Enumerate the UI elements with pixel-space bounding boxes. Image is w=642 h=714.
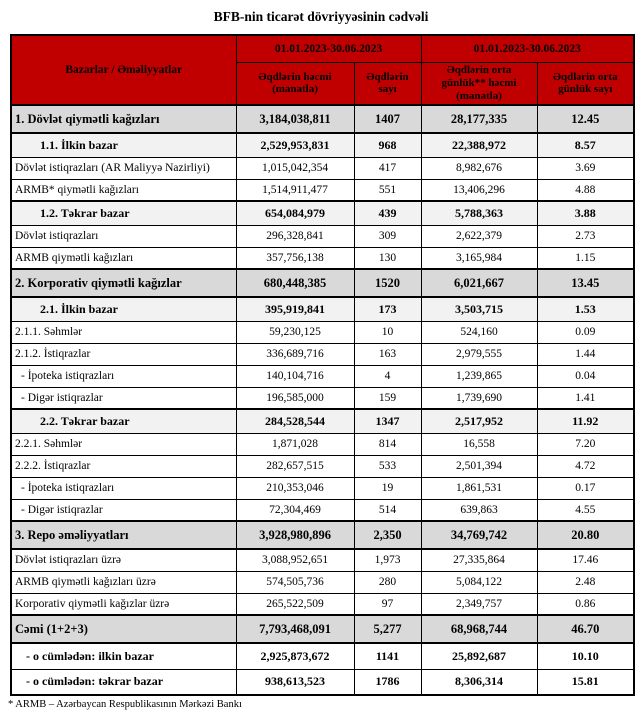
table-row bbox=[11, 615, 634, 643]
row-label: Dövlət istiqrazları üzrə bbox=[11, 549, 236, 571]
column-header-markets-operations: Bazarlar / Əməliyyatlar bbox=[11, 35, 236, 105]
row-value: 210,353,046 bbox=[236, 477, 354, 499]
row-value: 1,015,042,354 bbox=[236, 157, 354, 179]
row-value: 1407 bbox=[354, 105, 421, 133]
table-row bbox=[11, 247, 634, 269]
row-label: 1.1. İlkin bazar bbox=[11, 133, 236, 157]
table-row bbox=[11, 477, 634, 499]
row-value: 1.41 bbox=[537, 387, 634, 409]
row-label: - İpoteka istiqrazları bbox=[11, 477, 236, 499]
footnote-armb: * ARMB – Azərbaycan Respublikasının Mərkəzi Bankı bbox=[8, 699, 242, 710]
row-value: 6,021,667 bbox=[421, 269, 537, 297]
row-value: 72,304,469 bbox=[236, 499, 354, 521]
row-value: 1,973 bbox=[354, 549, 421, 571]
row-value: 2,622,379 bbox=[421, 225, 537, 247]
row-value: 12.45 bbox=[537, 105, 634, 133]
row-value: 8,982,676 bbox=[421, 157, 537, 179]
row-value: 1347 bbox=[354, 409, 421, 433]
row-value: 439 bbox=[354, 201, 421, 225]
row-label: 2.1.1. Səhmlər bbox=[11, 321, 236, 343]
row-value: 296,328,841 bbox=[236, 225, 354, 247]
table-row bbox=[11, 549, 634, 571]
row-value: 0.09 bbox=[537, 321, 634, 343]
row-value: 357,756,138 bbox=[236, 247, 354, 269]
row-label: 2.1. İlkin bazar bbox=[11, 297, 236, 321]
row-value: 1141 bbox=[354, 643, 421, 669]
row-value: 2,349,757 bbox=[421, 593, 537, 615]
row-value: 1,239,865 bbox=[421, 365, 537, 387]
row-value: 130 bbox=[354, 247, 421, 269]
row-value: 2,529,953,831 bbox=[236, 133, 354, 157]
row-value: 5,084,122 bbox=[421, 571, 537, 593]
page-title: BFB-nin ticarət dövriyyəsinin cədvəli bbox=[213, 9, 429, 24]
row-value: 34,769,742 bbox=[421, 521, 537, 549]
row-label: - o cümlədən: təkrar bazar bbox=[11, 669, 236, 695]
row-value: 265,522,509 bbox=[236, 593, 354, 615]
table-body bbox=[11, 105, 634, 695]
row-value: 4.55 bbox=[537, 499, 634, 521]
table-row bbox=[11, 105, 634, 133]
row-label: 2.2. Təkrar bazar bbox=[11, 409, 236, 433]
row-value: 280 bbox=[354, 571, 421, 593]
row-value: 1.53 bbox=[537, 297, 634, 321]
row-label: 1.2. Təkrar bazar bbox=[11, 201, 236, 225]
column-header-avg-daily-count: Əqdlərin orta günlük sayı bbox=[537, 62, 634, 105]
period-header-left: 01.01.2023-30.06.2023 bbox=[236, 35, 421, 62]
row-value: 2.73 bbox=[537, 225, 634, 247]
table-row bbox=[11, 365, 634, 387]
row-label: 1. Dövlət qiymətli kağızları bbox=[11, 105, 236, 133]
row-value: 5,277 bbox=[354, 615, 421, 643]
row-value: 10 bbox=[354, 321, 421, 343]
row-value: 163 bbox=[354, 343, 421, 365]
row-value: 1520 bbox=[354, 269, 421, 297]
row-value: 140,104,716 bbox=[236, 365, 354, 387]
row-value: 0.04 bbox=[537, 365, 634, 387]
table-row bbox=[11, 201, 634, 225]
row-value: 336,689,716 bbox=[236, 343, 354, 365]
column-header-avg-daily-volume: Əqdlərin orta günlük** həcmi (manatla) bbox=[421, 62, 537, 105]
row-value: 19 bbox=[354, 477, 421, 499]
row-value: 4 bbox=[354, 365, 421, 387]
table-row bbox=[11, 669, 634, 695]
period-header-right: 01.01.2023-30.06.2023 bbox=[421, 35, 634, 62]
row-value: 7.20 bbox=[537, 433, 634, 455]
row-value: 68,968,744 bbox=[421, 615, 537, 643]
row-label: 2.2.1. Səhmlər bbox=[11, 433, 236, 455]
row-label: Cəmi (1+2+3) bbox=[11, 615, 236, 643]
row-value: 551 bbox=[354, 179, 421, 201]
row-value: 2,350 bbox=[354, 521, 421, 549]
row-value: 97 bbox=[354, 593, 421, 615]
row-value: 46.70 bbox=[537, 615, 634, 643]
row-value: 4.72 bbox=[537, 455, 634, 477]
row-value: 13,406,296 bbox=[421, 179, 537, 201]
trade-turnover-table bbox=[10, 34, 635, 696]
table-row bbox=[11, 643, 634, 669]
row-label: 2.1.2. İstiqrazlar bbox=[11, 343, 236, 365]
row-value: 1.15 bbox=[537, 247, 634, 269]
row-value: 28,177,335 bbox=[421, 105, 537, 133]
row-value: 5,788,363 bbox=[421, 201, 537, 225]
row-value: 196,585,000 bbox=[236, 387, 354, 409]
row-value: 1786 bbox=[354, 669, 421, 695]
row-value: 17.46 bbox=[537, 549, 634, 571]
row-value: 27,335,864 bbox=[421, 549, 537, 571]
row-label: - Digər istiqrazlar bbox=[11, 387, 236, 409]
row-value: 1.44 bbox=[537, 343, 634, 365]
row-value: 2,517,952 bbox=[421, 409, 537, 433]
row-value: 1,739,690 bbox=[421, 387, 537, 409]
row-value: 11.92 bbox=[537, 409, 634, 433]
row-value: 10.10 bbox=[537, 643, 634, 669]
row-value: 3.88 bbox=[537, 201, 634, 225]
row-label: 2.2.2. İstiqrazlar bbox=[11, 455, 236, 477]
row-label: Dövlət istiqrazları (AR Maliyyə Nazirliyi) bbox=[11, 157, 236, 179]
table-row bbox=[11, 433, 634, 455]
table-header bbox=[11, 35, 634, 105]
row-label: Korporativ qiymətli kağızlar üzrə bbox=[11, 593, 236, 615]
row-value: 395,919,841 bbox=[236, 297, 354, 321]
row-value: 22,388,972 bbox=[421, 133, 537, 157]
row-value: 13.45 bbox=[537, 269, 634, 297]
row-value: 3,088,952,651 bbox=[236, 549, 354, 571]
row-value: 814 bbox=[354, 433, 421, 455]
row-label: - Digər istiqrazlar bbox=[11, 499, 236, 521]
row-value: 1,871,028 bbox=[236, 433, 354, 455]
row-value: 8,306,314 bbox=[421, 669, 537, 695]
table-row bbox=[11, 521, 634, 549]
header-row-period bbox=[11, 35, 634, 62]
row-value: 59,230,125 bbox=[236, 321, 354, 343]
row-value: 282,657,515 bbox=[236, 455, 354, 477]
row-value: 173 bbox=[354, 297, 421, 321]
row-value: 2.48 bbox=[537, 571, 634, 593]
row-label: 3. Repo əməliyyatları bbox=[11, 521, 236, 549]
row-value: 2,979,555 bbox=[421, 343, 537, 365]
row-value: 25,892,687 bbox=[421, 643, 537, 669]
row-label: 2. Korporativ qiymətli kağızlar bbox=[11, 269, 236, 297]
row-value: 968 bbox=[354, 133, 421, 157]
row-value: 2,925,873,672 bbox=[236, 643, 354, 669]
row-value: 0.86 bbox=[537, 593, 634, 615]
row-label: - o cümlədən: ilkin bazar bbox=[11, 643, 236, 669]
row-value: 20.80 bbox=[537, 521, 634, 549]
row-value: 309 bbox=[354, 225, 421, 247]
row-value: 1,861,531 bbox=[421, 477, 537, 499]
table-row bbox=[11, 455, 634, 477]
row-value: 533 bbox=[354, 455, 421, 477]
table-row bbox=[11, 499, 634, 521]
table-row bbox=[11, 409, 634, 433]
row-value: 8.57 bbox=[537, 133, 634, 157]
row-value: 514 bbox=[354, 499, 421, 521]
row-value: 639,863 bbox=[421, 499, 537, 521]
row-value: 417 bbox=[354, 157, 421, 179]
table-row bbox=[11, 269, 634, 297]
table-row bbox=[11, 593, 634, 615]
row-value: 15.81 bbox=[537, 669, 634, 695]
row-value: 680,448,385 bbox=[236, 269, 354, 297]
row-value: 3,184,038,811 bbox=[236, 105, 354, 133]
table-row bbox=[11, 387, 634, 409]
row-value: 284,528,544 bbox=[236, 409, 354, 433]
table-row bbox=[11, 343, 634, 365]
table-row bbox=[11, 157, 634, 179]
row-value: 3,165,984 bbox=[421, 247, 537, 269]
row-value: 654,084,979 bbox=[236, 201, 354, 225]
row-value: 3,503,715 bbox=[421, 297, 537, 321]
row-label: ARMB qiymətli kağızları üzrə bbox=[11, 571, 236, 593]
row-value: 16,558 bbox=[421, 433, 537, 455]
row-value: 1,514,911,477 bbox=[236, 179, 354, 201]
row-label: ARMB qiymətli kağızları bbox=[11, 247, 236, 269]
table-row bbox=[11, 225, 634, 247]
row-label: ARMB* qiymətli kağızları bbox=[11, 179, 236, 201]
row-value: 3.69 bbox=[537, 157, 634, 179]
row-value: 524,160 bbox=[421, 321, 537, 343]
table-row bbox=[11, 571, 634, 593]
row-value: 159 bbox=[354, 387, 421, 409]
row-value: 0.17 bbox=[537, 477, 634, 499]
row-label: Dövlət istiqrazları bbox=[11, 225, 236, 247]
table-row bbox=[11, 179, 634, 201]
row-value: 7,793,468,091 bbox=[236, 615, 354, 643]
row-value: 4.88 bbox=[537, 179, 634, 201]
table-row bbox=[11, 321, 634, 343]
row-value: 938,613,523 bbox=[236, 669, 354, 695]
row-value: 3,928,980,896 bbox=[236, 521, 354, 549]
row-label: - İpoteka istiqrazları bbox=[11, 365, 236, 387]
table-row bbox=[11, 297, 634, 321]
row-value: 574,505,736 bbox=[236, 571, 354, 593]
table-row bbox=[11, 133, 634, 157]
column-header-deal-count: Əqdlərin sayı bbox=[354, 62, 421, 105]
column-header-deal-volume: Əqdlərin həcmi (manatla) bbox=[236, 62, 354, 105]
row-value: 2,501,394 bbox=[421, 455, 537, 477]
